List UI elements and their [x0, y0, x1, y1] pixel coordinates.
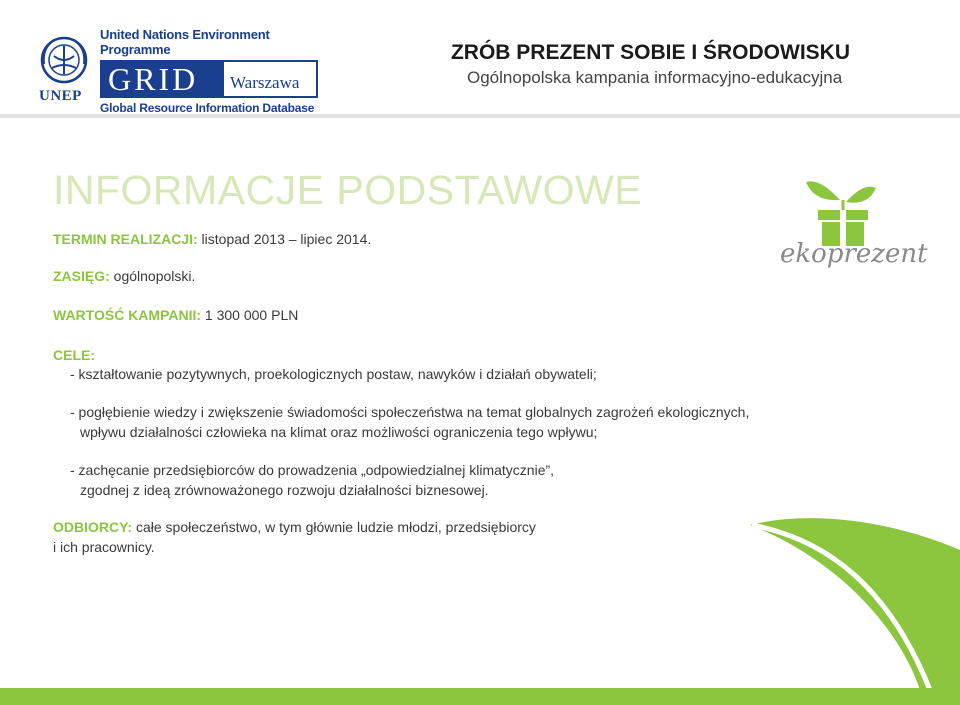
wartosc-row: [53, 305, 298, 325]
unep-emblem-icon: [36, 34, 92, 90]
page-title: INFORMACJE PODSTAWOWE: [53, 167, 643, 213]
ekoprezent-logo-icon: [770, 170, 930, 280]
footer-bar: [0, 688, 960, 705]
odbiorcy-row-2: i ich pracownicy.: [53, 539, 155, 555]
odbiorcy-label: ODBIORCY:: [53, 519, 133, 535]
zasieg-row: [53, 266, 195, 286]
termin-label: TERMIN REALIZACJI:: [53, 231, 198, 247]
cele-item-2a: - pogłębienie wiedzy i zwiększenie świadomości społeczeństwa na temat globalnych zagrożeń ekologicznych,: [70, 404, 750, 420]
leaf-decoration-icon: [720, 470, 960, 690]
zasieg-label: ZASIĘG:: [53, 268, 110, 284]
termin-row: [53, 229, 371, 249]
wartosc-value: 1 300 000 PLN: [201, 307, 299, 323]
grid-mid: [100, 60, 318, 98]
header: [0, 0, 960, 118]
unep-label: UNEP: [39, 88, 82, 104]
cele-item-3b: zgodnej z ideą zrównoważonego rozwoju działalności biznesowej.: [80, 482, 489, 498]
wartosc-label: WARTOŚĆ KAMPANII:: [53, 307, 202, 323]
grid-letters: GRID: [102, 62, 224, 96]
grid-logo: [100, 27, 320, 115]
termin-value: listopad 2013 – lipiec 2014.: [197, 231, 372, 247]
campaign-subtitle: Ogólnopolska kampania informacyjno-edukacyjna: [467, 68, 843, 87]
cele-label: CELE:: [53, 347, 95, 363]
eko-text: ekoprezent: [780, 239, 928, 269]
grid-top-text: United Nations Environment Programme: [100, 27, 270, 57]
odbiorcy-row: [53, 517, 536, 537]
cele-row: [53, 345, 95, 365]
cele-item-3a: - zachęcanie przedsiębiorców do prowadzenia „odpowiedzialnej klimatycznie”,: [70, 462, 555, 478]
zasieg-value: ogólnopolski.: [109, 268, 196, 284]
grid-bottom-text: Global Resource Information Database: [100, 101, 315, 115]
odbiorcy-value: całe społeczeństwo, w tym głównie ludzie młodzi, przedsiębiorcy: [132, 519, 536, 535]
cele-item-2b: wpływu działalności człowieka na klimat oraz możliwości ograniczenia tego wpływu;: [80, 424, 598, 440]
grid-city: Warszawa: [230, 73, 300, 92]
cele-item-1: - kształtowanie pozytywnych, proekologicznych postaw, nawyków i działań obywateli;: [70, 366, 597, 382]
campaign-title: ZRÓB PREZENT SOBIE I ŚRODOWISKU: [450, 41, 850, 64]
